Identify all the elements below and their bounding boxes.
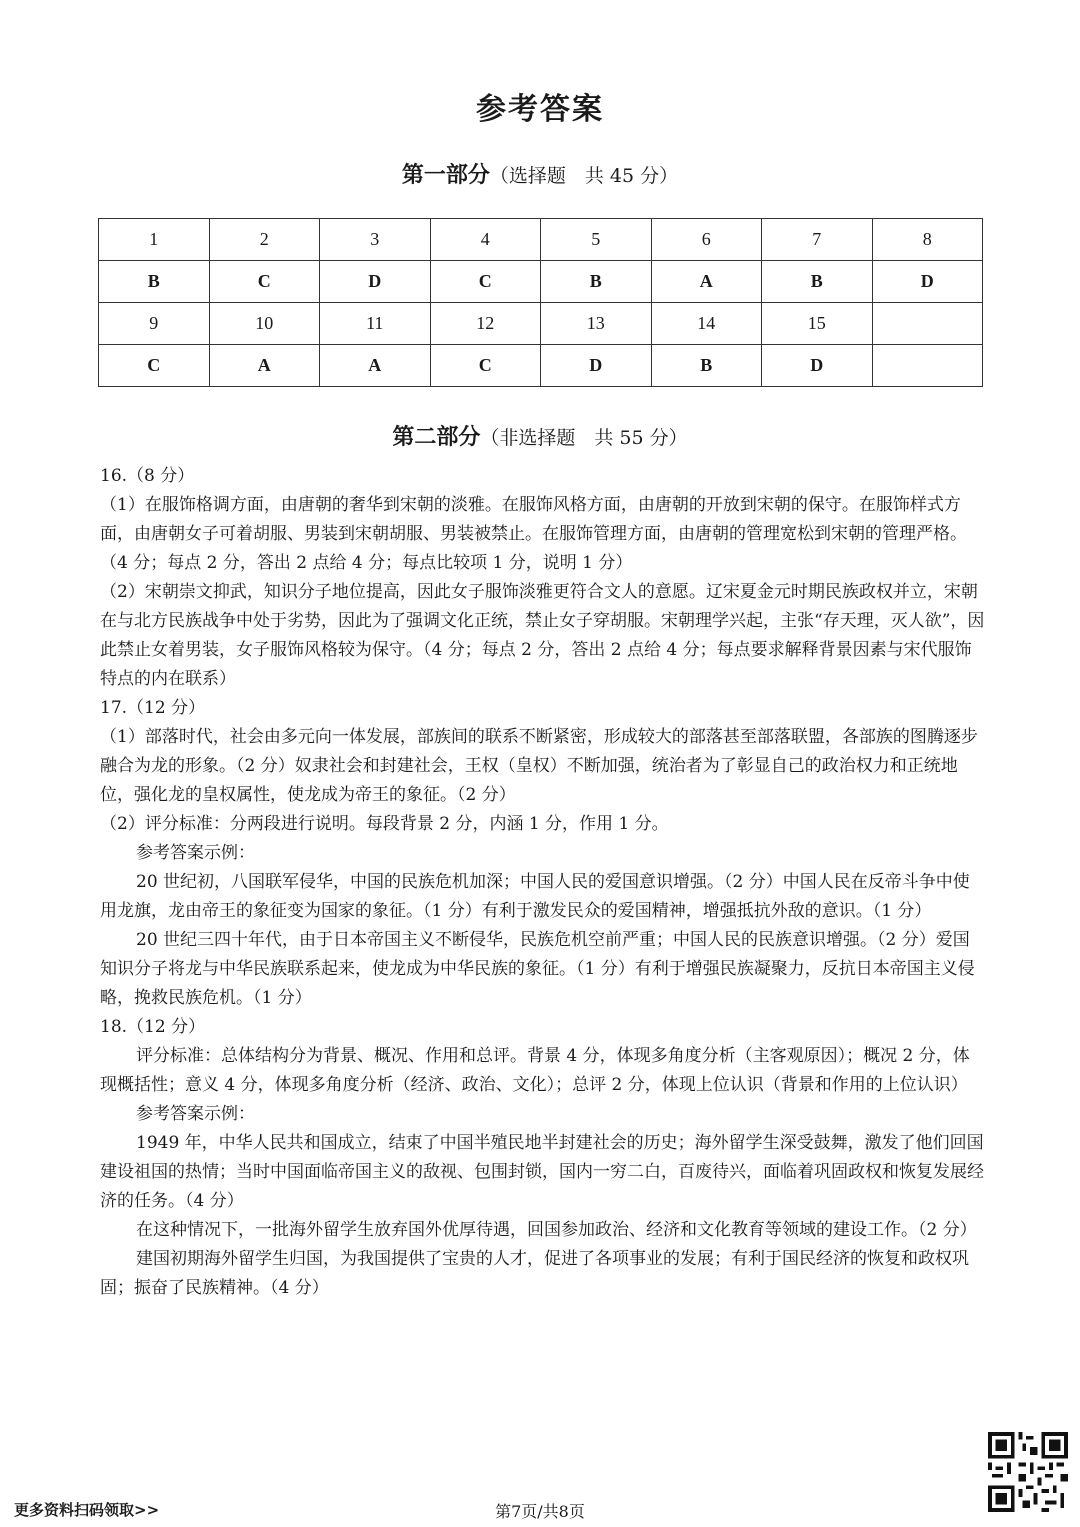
- answer-paragraph: 20 世纪初，八国联军侵华，中国的民族危机加深；中国人民的爱国意识增强。（2 分）中国人民在反帝斗争中使用龙旗，龙由帝王的象征变为国家的象征。（1 分）有利于激发民众的爱国精神，增强抵抗外敌的意识。（1 分）: [100, 872, 970, 921]
- answer-paragraph: （2）评分标准：分两段进行说明。每段背景 2 分，内涵 1 分，作用 1 分。: [100, 814, 669, 834]
- answer-paragraph: 参考答案示例：: [136, 843, 255, 863]
- question-number-cell: 7: [762, 219, 873, 261]
- answer-paragraph: （1）在服饰格调方面，由唐朝的奢华到宋朝的淡雅。在服饰风格方面，由唐朝的开放到宋朝的保守。在服饰样式方面，由唐朝女子可着胡服、男装到宋朝胡服、男装被禁止。在服饰管理方面，由唐朝的管理宽松到宋朝的管理严格。（4 分；每点 2 分，答出 2 点给 4 分；每点比较项 1 分，说明 1 分）: [100, 495, 967, 573]
- answer-row: [99, 345, 983, 387]
- answer-cell: B: [99, 261, 210, 303]
- page-number: 第7页/共8页: [495, 1502, 585, 1521]
- answer-paragraph: 16.（8 分）: [100, 466, 195, 486]
- question-number-cell: 4: [430, 219, 541, 261]
- question-number-row: [99, 303, 983, 345]
- more-resources-link[interactable]: 更多资料扫码领取>>: [14, 1501, 160, 1519]
- answer-cell: D: [762, 345, 873, 387]
- answer-paragraph: 20 世纪三四十年代，由于日本帝国主义不断侵华，民族危机空前严重；中国人民的民族意识增强。（2 分）爱国知识分子将龙与中华民族联系起来，使龙成为中华民族的象征。（1 分）有利于增强民族凝聚力，反抗日本帝国主义侵略，挽救民族危机。（1 分）: [100, 930, 975, 1008]
- question-number-cell: 6: [651, 219, 762, 261]
- answer-paragraph: 参考答案示例：: [136, 1104, 255, 1124]
- question-number-cell: 15: [762, 303, 873, 345]
- answer-cell: D: [320, 261, 431, 303]
- question-number-cell: 5: [541, 219, 652, 261]
- answer-cell: A: [651, 261, 762, 303]
- answer-paragraph: （1）部落时代，社会由多元向一体发展，部族间的联系不断紧密，形成较大的部落甚至部落联盟，各部族的图腾逐步融合为龙的形象。（2 分）奴隶社会和封建社会，王权（皇权）不断加强，统治者为了彰显自己的政治权力和正统地位，强化龙的皇权属性，使龙成为帝王的象征。（2 分）: [100, 727, 978, 805]
- answer-cell: C: [430, 345, 541, 387]
- answer-table: [98, 218, 983, 387]
- answer-cell: B: [541, 261, 652, 303]
- answer-cell: A: [320, 345, 431, 387]
- question-number-cell: 8: [872, 219, 983, 261]
- answer-cell: C: [430, 261, 541, 303]
- answer-cell: B: [651, 345, 762, 387]
- question-number-cell: [872, 303, 983, 345]
- question-number-cell: 3: [320, 219, 431, 261]
- part2-heading: [0, 420, 1080, 451]
- answer-paragraph: 建国初期海外留学生归国，为我国提供了宝贵的人才，促进了各项事业的发展；有利于国民经济的恢复和政权巩固；振奋了民族精神。（4 分）: [100, 1249, 969, 1298]
- question-number-cell: 9: [99, 303, 210, 345]
- answer-paragraph: 1949 年，中华人民共和国成立，结束了中国半殖民地半封建社会的历史；海外留学生深受鼓舞，激发了他们回国建设祖国的热情；当时中国面临帝国主义的敌视、包围封锁，国内一穷二白，百废待兴，面临着巩固政权和恢复发展经济的任务。（4 分）: [100, 1133, 984, 1211]
- page-title: 参考答案: [476, 92, 604, 127]
- question-number-cell: 12: [430, 303, 541, 345]
- answer-cell: D: [541, 345, 652, 387]
- part2-note: （非选择题 共 55 分）: [480, 427, 688, 449]
- part1-note: （选择题 共 45 分）: [489, 165, 679, 187]
- answer-cell: B: [762, 261, 873, 303]
- part1-heading: [0, 158, 1080, 189]
- question-number-cell: 2: [209, 219, 320, 261]
- answer-cell: C: [99, 345, 210, 387]
- answer-row: [99, 261, 983, 303]
- question-number-cell: 14: [651, 303, 762, 345]
- question-number-cell: 13: [541, 303, 652, 345]
- part1-title: 第一部分: [401, 163, 490, 188]
- answer-cell: [872, 345, 983, 387]
- question-number-cell: 11: [320, 303, 431, 345]
- answer-content: [100, 462, 985, 1303]
- answer-paragraph: 18.（12 分）: [100, 1017, 206, 1037]
- part2-title: 第二部分: [392, 425, 481, 450]
- answer-cell: D: [872, 261, 983, 303]
- answer-paragraph: 17.（12 分）: [100, 698, 206, 718]
- question-number-cell: 10: [209, 303, 320, 345]
- qr-code-icon: [988, 1432, 1068, 1512]
- answer-cell: C: [209, 261, 320, 303]
- answer-paragraph: （2）宋朝崇文抑武，知识分子地位提高，因此女子服饰淡雅更符合文人的意愿。辽宋夏金元时期民族政权并立，宋朝在与北方民族战争中处于劣势，因此为了强调文化正统，禁止女子穿胡服。宋朝理学兴起，主张“存天理，灭人欲”，因此禁止女着男装，女子服饰风格较为保守。（4 分；每点 2 分，答出 2 点给 4 分；每点要求解释背景因素与宋代服饰特点的内在联系）: [100, 582, 985, 689]
- question-number-cell: 1: [99, 219, 210, 261]
- answer-cell: A: [209, 345, 320, 387]
- answer-paragraph: 评分标准：总体结构分为背景、概况、作用和总评。背景 4 分，体现多角度分析（主客观原因）；概况 2 分，体现概括性；意义 4 分，体现多角度分析（经济、政治、文化）；总评 2 分，体现上位认识（背景和作用的上位认识）: [100, 1046, 970, 1095]
- answer-paragraph: 在这种情况下，一批海外留学生放弃国外优厚待遇，回国参加政治、经济和文化教育等领域的建设工作。（2 分）: [136, 1220, 977, 1240]
- question-number-row: [99, 219, 983, 261]
